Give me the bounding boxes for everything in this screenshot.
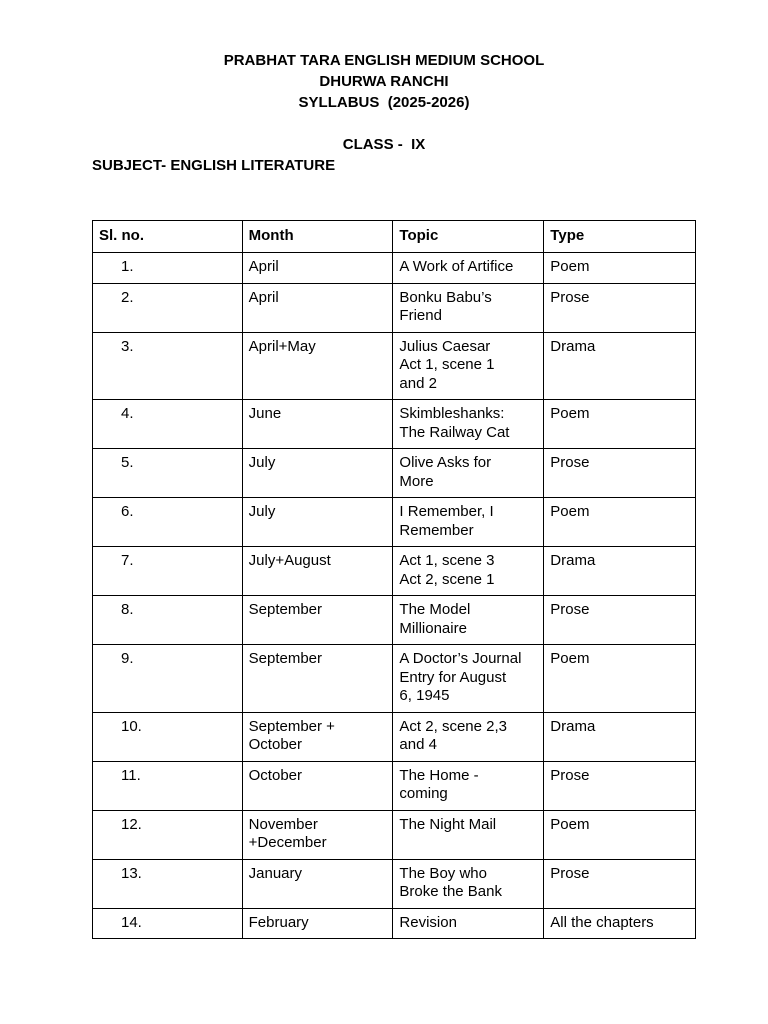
cell-sl-no: 9.	[93, 645, 243, 713]
cell-sl-no: 3.	[93, 332, 243, 400]
cell-type: Prose	[544, 283, 696, 332]
table-row	[93, 596, 696, 645]
cell-topic: A Doctor’s Journal Entry for August 6, 1945	[393, 645, 544, 713]
cell-type: Prose	[544, 449, 696, 498]
table-header-row	[93, 221, 696, 253]
cell-type: Drama	[544, 332, 696, 400]
cell-month: July+August	[242, 547, 393, 596]
table-row	[93, 332, 696, 400]
cell-type: Poem	[544, 253, 696, 284]
cell-sl-no: 13.	[93, 859, 243, 908]
cell-type: Prose	[544, 859, 696, 908]
table-row	[93, 908, 696, 939]
cell-topic: The Night Mail	[393, 810, 544, 859]
cell-topic: I Remember, I Remember	[393, 498, 544, 547]
cell-type: All the chapters	[544, 908, 696, 939]
cell-month: September	[242, 596, 393, 645]
cell-type: Drama	[544, 547, 696, 596]
cell-sl-no: 5.	[93, 449, 243, 498]
table-row	[93, 859, 696, 908]
cell-sl-no: 2.	[93, 283, 243, 332]
cell-topic: Act 2, scene 2,3 and 4	[393, 712, 544, 761]
table-row	[93, 761, 696, 810]
cell-sl-no: 1.	[93, 253, 243, 284]
cell-sl-no: 7.	[93, 547, 243, 596]
cell-topic: Julius Caesar Act 1, scene 1 and 2	[393, 332, 544, 400]
cell-topic: Revision	[393, 908, 544, 939]
cell-type: Prose	[544, 761, 696, 810]
cell-topic: The Model Millionaire	[393, 596, 544, 645]
school-location: DHURWA RANCHI	[319, 73, 449, 90]
cell-type: Poem	[544, 498, 696, 547]
subject-heading: SUBJECT- ENGLISH LITERATURE	[92, 157, 336, 174]
cell-sl-no: 11.	[93, 761, 243, 810]
cell-month: September	[242, 645, 393, 713]
cell-month: July	[242, 498, 393, 547]
cell-month: January	[242, 859, 393, 908]
cell-topic: Bonku Babu’s Friend	[393, 283, 544, 332]
cell-sl-no: 4.	[93, 400, 243, 449]
document-header	[0, 50, 768, 113]
cell-type: Drama	[544, 712, 696, 761]
cell-sl-no: 10.	[93, 712, 243, 761]
table-row	[93, 645, 696, 713]
table-row	[93, 449, 696, 498]
column-header-type: Type	[544, 221, 696, 253]
table-row	[93, 498, 696, 547]
cell-month: April	[242, 283, 393, 332]
cell-topic: The Boy who Broke the Bank	[393, 859, 544, 908]
cell-sl-no: 8.	[93, 596, 243, 645]
table-row	[93, 283, 696, 332]
cell-type: Poem	[544, 810, 696, 859]
cell-sl-no: 12.	[93, 810, 243, 859]
cell-topic: A Work of Artifice	[393, 253, 544, 284]
cell-month: July	[242, 449, 393, 498]
cell-month: April	[242, 253, 393, 284]
cell-month: April+May	[242, 332, 393, 400]
cell-type: Prose	[544, 596, 696, 645]
cell-month: September + October	[242, 712, 393, 761]
table-row	[93, 810, 696, 859]
cell-topic: Olive Asks for More	[393, 449, 544, 498]
class-heading: CLASS - IX	[342, 136, 426, 153]
table-row	[93, 400, 696, 449]
table-row	[93, 712, 696, 761]
cell-topic: Act 1, scene 3 Act 2, scene 1	[393, 547, 544, 596]
cell-month: June	[242, 400, 393, 449]
cell-sl-no: 6.	[93, 498, 243, 547]
cell-type: Poem	[544, 645, 696, 713]
school-name: PRABHAT TARA ENGLISH MEDIUM SCHOOL	[223, 52, 545, 69]
cell-sl-no: 14.	[93, 908, 243, 939]
column-header-topic: Topic	[393, 221, 544, 253]
cell-month: November +December	[242, 810, 393, 859]
syllabus-table	[92, 220, 696, 939]
table-row	[93, 253, 696, 284]
syllabus-year: SYLLABUS (2025-2026)	[298, 94, 470, 111]
cell-month: February	[242, 908, 393, 939]
cell-month: October	[242, 761, 393, 810]
column-header-month: Month	[242, 221, 393, 253]
table-row	[93, 547, 696, 596]
cell-type: Poem	[544, 400, 696, 449]
cell-topic: Skimbleshanks: The Railway Cat	[393, 400, 544, 449]
column-header-sl-no: Sl. no.	[93, 221, 243, 253]
cell-topic: The Home - coming	[393, 761, 544, 810]
